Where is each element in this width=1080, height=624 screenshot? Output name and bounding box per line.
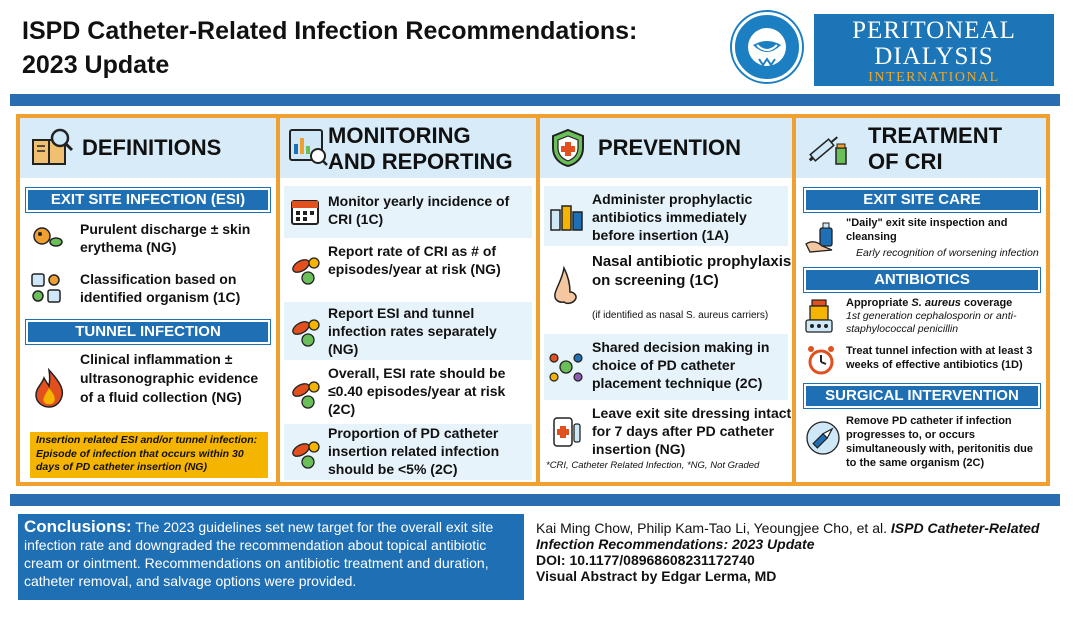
definitions-column	[20, 118, 276, 482]
prevention-header	[540, 118, 792, 178]
treatment-column	[796, 118, 1046, 482]
prevention-item-4: Leave exit site dressing intact for 7 days after PD catheter insertion (NG)	[592, 405, 792, 457]
syringe-vial-icon	[806, 128, 850, 168]
citation	[536, 520, 1056, 584]
dressing-bandage-icon	[550, 414, 584, 450]
hand-sanitizer-icon	[804, 220, 838, 254]
pill-bottle-icon	[804, 298, 836, 334]
monitoring-item-2: Report rate of CRI as # of episodes/year at risk (NG)	[328, 243, 501, 277]
classification-icon	[30, 272, 64, 306]
antibiotics-item-1: Appropriate S. aureus coverage	[846, 297, 1013, 309]
treatment-header	[796, 118, 1046, 178]
monitoring-body	[280, 182, 536, 482]
calendar-icon	[290, 196, 320, 226]
exit-site-note: Early recognition of worsening infection	[856, 247, 1039, 259]
monitoring-header	[280, 118, 536, 178]
monitoring-column	[280, 118, 536, 482]
vials-icon	[548, 200, 584, 232]
treatment-body	[796, 182, 1046, 482]
prevention-heading: PREVENTION	[598, 135, 742, 160]
bacteria-icon	[30, 222, 64, 252]
antibiotics-header: ANTIBIOTICS	[804, 268, 1040, 292]
treatment-heading: TREATMENT OF CRI	[868, 123, 1003, 174]
scalpel-icon	[806, 418, 840, 458]
tunnel-item: Clinical inflammation ± ultrasonographic evidence of a fluid collection (NG)	[80, 351, 259, 405]
ispd-seal-logo	[732, 12, 802, 82]
tunnel-section-header: TUNNEL INFECTION	[26, 320, 270, 344]
people-group-icon	[548, 350, 584, 384]
surgical-text: Remove PD catheter if infection progresses to, or occurs simultaneously with, peritonitis due to the same organism (2C)	[846, 415, 1034, 469]
citation-doi: DOI: 10.1177/08968608231172740	[536, 552, 755, 568]
pathogen-icon	[290, 316, 322, 348]
pathogen-icon	[290, 378, 322, 410]
visual-abstract-credit: Visual Abstract by Edgar Lerma, MD	[536, 568, 777, 584]
top-divider-bar	[10, 94, 1060, 106]
conclusions-text: The 2023 guidelines set new target for the overall exit site infection rate and downgraded the recommendation about topical antibiotic cream or ointment. Recommendations on antibiotic treatment and duration, catheter removal, and salvage options were provided.	[24, 519, 494, 589]
conclusions-label: Conclusions:	[24, 517, 132, 536]
monitoring-item-1: Monitor yearly incidence of CRI (1C)	[328, 193, 510, 227]
dashboard-report-icon	[288, 126, 328, 166]
definitions-heading: DEFINITIONS	[82, 135, 222, 160]
esi-section-header: EXIT SITE INFECTION (ESI)	[26, 188, 270, 212]
monitoring-item-5: Proportion of PD catheter insertion related infection should be <5% (2C)	[328, 425, 500, 477]
abbreviation-footnote: *CRI, Catheter Related Infection, *NG, Not Graded	[546, 460, 760, 471]
prevention-item-2: Nasal antibiotic prophylaxis on screening (1C)	[592, 253, 792, 289]
shield-cross-icon	[550, 128, 586, 168]
definitions-header	[20, 118, 276, 178]
monitoring-heading: MONITORING AND REPORTING	[328, 123, 513, 174]
prevention-column	[540, 118, 792, 482]
esi-item-1: Purulent discharge ± skin erythema (NG)	[80, 221, 251, 255]
pathogen-icon	[290, 254, 322, 286]
antibiotics-item-2: Treat tunnel infection with at least 3 weeks of effective antibiotics (1D)	[846, 345, 1033, 371]
insertion-note: Insertion related ESI and/or tunnel infection: Episode of infection that occurs within 30 days of PD catheter insertion (NG)	[30, 432, 268, 478]
prevention-body	[540, 182, 792, 482]
pathogen-icon	[290, 438, 322, 470]
surgical-intervention-header: SURGICAL INTERVENTION	[804, 384, 1040, 408]
esi-item-2: Classification based on identified organism (1C)	[80, 271, 241, 305]
citation-authors-title: Kai Ming Chow, Philip Kam-Tao Li, Yeoungjee Cho, et al. ISPD Catheter-Related Infection Recommendations: 2023 Update	[536, 520, 1040, 552]
book-magnifier-icon	[30, 126, 74, 170]
exit-site-care-header: EXIT SITE CARE	[804, 188, 1040, 212]
monitoring-item-4: Overall, ESI rate should be ≤0.40 episodes/year at risk (2C)	[328, 365, 506, 417]
page-title: ISPD Catheter-Related Infection Recommendations: 2023 Update	[22, 17, 638, 79]
nose-icon	[550, 266, 580, 306]
prevention-item-3: Shared decision making in choice of PD catheter placement technique (2C)	[592, 339, 770, 391]
monitoring-item-3: Report ESI and tunnel infection rates separately (NG)	[328, 305, 497, 357]
journal-logo: PERITONEAL DIALYSIS INTERNATIONAL	[814, 14, 1054, 86]
definitions-body	[20, 182, 276, 482]
exit-site-text: "Daily" exit site inspection and cleansing	[846, 217, 1008, 243]
alarm-clock-icon	[806, 344, 836, 376]
antibiotics-item-1-note: 1st generation cephalosporin or anti-staphylococcal penicillin	[846, 310, 1017, 335]
flame-icon	[32, 368, 66, 408]
prevention-item-1: Administer prophylactic antibiotics immediately before insertion (1A)	[592, 191, 753, 243]
content-frame	[16, 114, 1050, 486]
bottom-divider-bar	[10, 494, 1060, 506]
conclusions-box	[18, 514, 524, 600]
prevention-item-2-note: (if identified as nasal S. aureus carriers)	[592, 310, 769, 321]
